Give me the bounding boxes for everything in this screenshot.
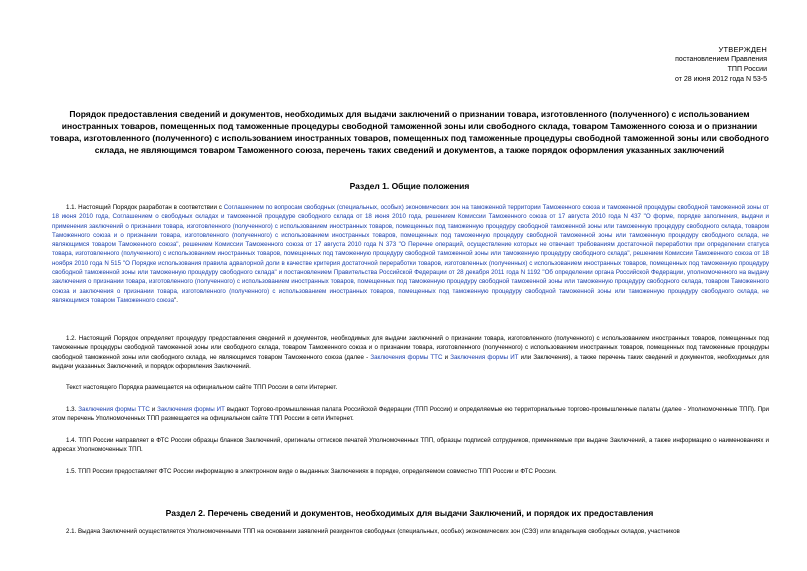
paragraph-1-5: 1.5. ТПП России предоставляет ФТС России информацию в электронном виде о выданных Заключениях в порядке, определяемом совместно ТПП России и ФТС России. (66, 468, 557, 475)
paragraph-1-4: 1.4. ТПП России направляет в ФТС России образцы бланков Заключений, оригиналы оттисков печатей Уполномоченных ТПП, образцы подписей сотрудников, применяемые при выдаче Заключений, а также информацию о наименованиях и адресах Уполномоченных ТПП. (52, 437, 769, 454)
paragraph-1-3-num: 1.3. (66, 406, 79, 413)
paragraph-1-1-intro: 1.1. Настоящий Порядок разработан в соответствии с (66, 204, 224, 211)
paragraph-1-2 (52, 334, 769, 371)
tts-form-link-2[interactable]: Заключения формы ТТС (78, 406, 150, 413)
paragraph-1-1-end: ". (174, 296, 178, 304)
paragraph-1-3-and: и (149, 406, 158, 413)
paragraph-2-1: 2.1. Выдача Заключений осуществляется Уполномоченными ТПП на основании заявлений резидентов свободных (специальных, особых) экономических зон (СЭЗ) или владельцев свободных складов, участников (66, 528, 680, 535)
paragraph-1-2-end: или Заключения), а также перечень таких сведений и документов, необходимых для выдачи указанных Заключений, и порядок оформления Заключений. (52, 353, 769, 370)
approval-line-4: от 28 июня 2012 года N 53-5 (675, 76, 767, 83)
agreement-link[interactable]: Соглашением по вопросам свободных (специальных, особых) экономических зон на таможенной территории Таможенного союза и таможенной процедуры свободной таможенной зоны от 18 июня 2010 года, Соглашением о свободных складах и таможенной процедуре свободного склада от 18 июня 2010 года, решением Комиссии Таможенного союза от 17 августа 2010 года N 437 "О форме, порядке заполнения, выдачи и применения заключений о признании товара, изготовленного (полученного) с использованием иностранных товаров, помещенных под таможенную процедуру свободной таможенной зоны или таможенную процедуру свободного склада, товаром Таможенного союза и о признании товара, изготовленного (полученного) с использованием иностранных товаров, помещенных под таможенную процедуру свободной таможенной зоны или таможенную процедуру свободного склада, не являющимся товаром Таможенного союза", решением Комиссии Таможенного союза от 17 августа 2010 года N 373 "О Перечне операций, осуществление которых не отвечает требованиям достаточной переработки при определении статуса товара, изготовленного (полученного) с использованием иностранных товаров, помещенных под таможенную процедуру свободной таможенной зоны или таможенную процедуру свободного склада", решением Комиссии Таможенного союза от 18 ноября 2010 года N 515 "О Порядке использования правила адвалорной доли в качестве критерия достаточной переработки товаров, изготовленных (полученных) с использованием иностранных товаров, помещенных под таможенную процедуру свободной таможенной зоны или таможенную процедуру свободного склада" и постановлением Правительства Российской Федерации от 28 декабря 2011 года N 1192 "Об определении органа Российской Федерации, уполномоченного на выдачу заключения о признании товара, изготовленного (полученного) с использованием иностранных товаров, помещенных под таможенную процедуру свободной таможенной зоны или таможенную процедуру свободного склада, товаром Таможенного союза и заключения о признании товара, изготовленного (полученного) с использованием иностранных товаров, помещенных под таможенную процедуру свободной таможенной зоны или таможенную процедуру свободного склада, не являющимся товаром Таможенного союза (52, 204, 769, 304)
paragraph-1-2-and: и (442, 353, 451, 361)
section-1-heading: Раздел 1. Общие положения (349, 181, 470, 191)
paragraph-1-2-text: 1.2. Настоящий Порядок определяет процедуру предоставления сведений и документов, необходимых для выдачи заключений о признании товара, изготовленного (полученного) с использованием иностранных товаров, помещенных под таможенные процедуры свободной таможенной зоны или свободного склада, товаром Таможенного союза и о признании товара, изготовленного (полученного) с использованием иностранных товаров, помещенных под таможенные процедуры свободной таможенной зоны или свободного склада, не являющимся товаром Таможенного союза (далее - (52, 335, 769, 361)
section-2-heading: Раздел 2. Перечень сведений и документов, необходимых для выдачи Заключений, и порядок их предоставления (165, 508, 654, 518)
paragraph-1-1 (52, 203, 769, 305)
approval-heading: УТВЕРЖДЕН (718, 45, 767, 54)
it-form-link[interactable]: Заключения формы ИТ (450, 353, 519, 361)
tts-form-link[interactable]: Заключения формы ТТС (370, 353, 443, 361)
paragraph-1-3 (52, 405, 769, 424)
paragraph-site-note: Текст настоящего Порядка размещается на официальном сайте ТПП России в сети Интернет. (66, 384, 338, 391)
paragraph-1-3-end: выдают Торгово-промышленная палата Российской Федерации (ТПП России) и определяемые ею территориальные торгово-промышленные палаты (далее - Уполномоченные ТПП). При этом перечень Уполномоченных ТПП размещается на официальном сайте ТПП России в сети Интернет. (52, 406, 769, 423)
document-title: Порядок предоставления сведений и документов, необходимых для выдачи заключений о признании товара, изготовленного (полученного) с использованием иностранных товаров, помещенных под таможенные процедуры свободной таможенной зоны или свободного склада, товаром Таможенного союза и о признании товара, изготовленного (полученного) с использованием иностранных товаров, помещенных под таможенные процедуры свободной таможенной зоны или свободного склада, не являющимся товаром Таможенного союза, перечень таких сведений и документов, а также порядок оформления указанных заключений (50, 109, 769, 155)
approval-line-2: постановлением Правления (675, 56, 767, 63)
approval-block (675, 45, 767, 85)
approval-line-3: ТПП России (727, 66, 767, 73)
it-form-link-2[interactable]: Заключения формы ИТ (157, 406, 225, 413)
